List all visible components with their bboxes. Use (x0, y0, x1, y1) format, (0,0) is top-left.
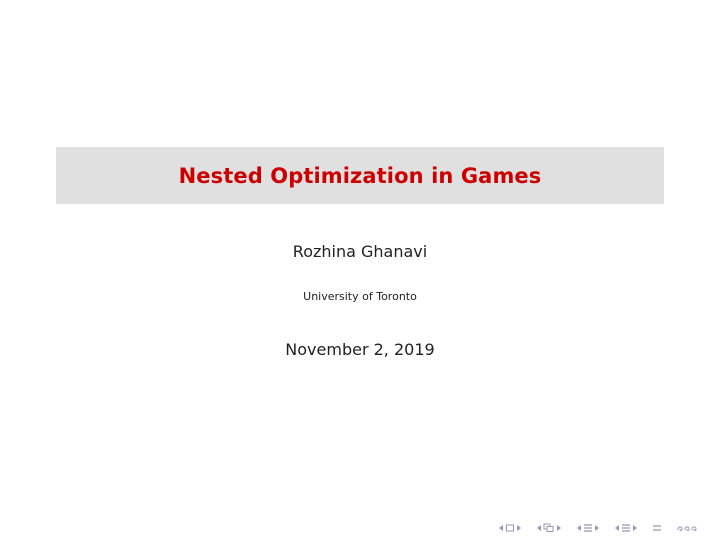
frame-nav-group (498, 523, 522, 533)
nav-next-subsection-icon[interactable] (556, 523, 562, 533)
nav-next-section-icon[interactable] (594, 523, 600, 533)
beamer-navigation (498, 523, 700, 533)
institute: University of Toronto (303, 290, 417, 303)
nav-prev-section-icon[interactable] (614, 523, 620, 533)
title-box (56, 147, 664, 204)
section-nav-group (576, 523, 600, 533)
nav-next-section-icon[interactable] (632, 523, 638, 533)
nav-align-icon[interactable] (652, 523, 662, 533)
nav-search-icon[interactable] (676, 523, 700, 533)
slide-title: Nested Optimization in Games (178, 163, 542, 188)
nav-prev-frame-icon[interactable] (498, 523, 504, 533)
nav-prev-subsection-icon[interactable] (536, 523, 542, 533)
nav-prev-section-icon[interactable] (576, 523, 582, 533)
nav-next-frame-icon[interactable] (516, 523, 522, 533)
nav-frame-icon[interactable] (505, 523, 515, 533)
author: Rozhina Ghanavi (292, 242, 428, 261)
subsection-nav-group (536, 523, 562, 533)
nav-section-icon[interactable] (583, 523, 593, 533)
nav-subsection-icon[interactable] (543, 523, 555, 533)
document-nav-group (614, 523, 638, 533)
date: November 2, 2019 (285, 340, 435, 359)
nav-appendix-icon[interactable] (621, 523, 631, 533)
